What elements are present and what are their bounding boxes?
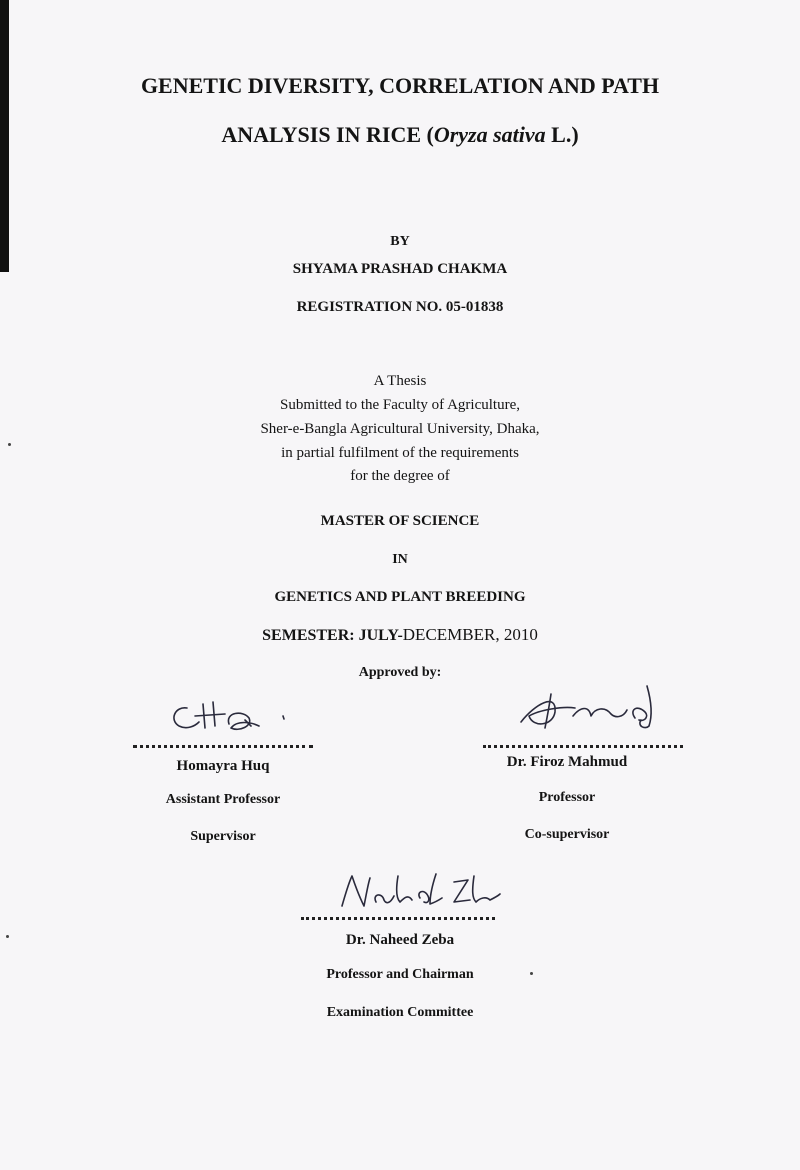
thesis-statement-line: for the degree of: [350, 468, 450, 484]
author-name: SHYAMA PRASHAD CHAKMA: [292, 261, 508, 277]
thesis-statement-line: Submitted to the Faculty of Agriculture,: [280, 397, 520, 413]
co-supervisor-signature-line: [483, 745, 683, 748]
supervisor-signature: [165, 696, 295, 742]
chairman-name: Dr. Naheed Zeba: [345, 932, 455, 948]
thesis-statement-line: in partial fulfilment of the requirements: [281, 445, 519, 461]
semester: SEMESTER: JULY-DECEMBER, 2010: [262, 625, 538, 644]
chairman-role: Examination Committee: [326, 1005, 474, 1020]
degree-name: MASTER OF SCIENCE: [320, 513, 480, 529]
thesis-title-line-2: ANALYSIS IN RICE (Oryza sativa L.): [221, 122, 579, 147]
degree-field: GENETICS AND PLANT BREEDING: [274, 589, 526, 605]
registration-number: REGISTRATION NO. 05-01838: [296, 299, 504, 315]
supervisor-signature-line: [133, 745, 313, 748]
thesis-statement-line: A Thesis: [373, 373, 427, 389]
by-label: BY: [390, 234, 410, 249]
co-supervisor-role: Co-supervisor: [524, 827, 610, 842]
thesis-statement-line: Sher-e-Bangla Agricultural University, Dhaka,: [260, 421, 540, 437]
supervisor-title: Assistant Professor: [165, 792, 281, 807]
chairman-title: Professor and Chairman: [326, 967, 474, 982]
chairman-signature-line: [301, 917, 495, 920]
chairman-signature: [336, 868, 506, 916]
approved-by-heading: Approved by:: [358, 665, 442, 680]
thesis-title-line-1: GENETIC DIVERSITY, CORRELATION AND PATH: [140, 73, 660, 98]
co-supervisor-title: Professor: [538, 790, 596, 805]
co-supervisor-name: Dr. Firoz Mahmud: [506, 754, 628, 770]
supervisor-name: Homayra Huq: [176, 758, 270, 774]
supervisor-role: Supervisor: [190, 829, 256, 844]
degree-connector: IN: [392, 552, 408, 567]
scan-speck: [530, 972, 533, 975]
scan-speck: [6, 935, 9, 938]
co-supervisor-signature: [515, 682, 675, 742]
scientific-name: Oryza sativa: [433, 122, 546, 147]
